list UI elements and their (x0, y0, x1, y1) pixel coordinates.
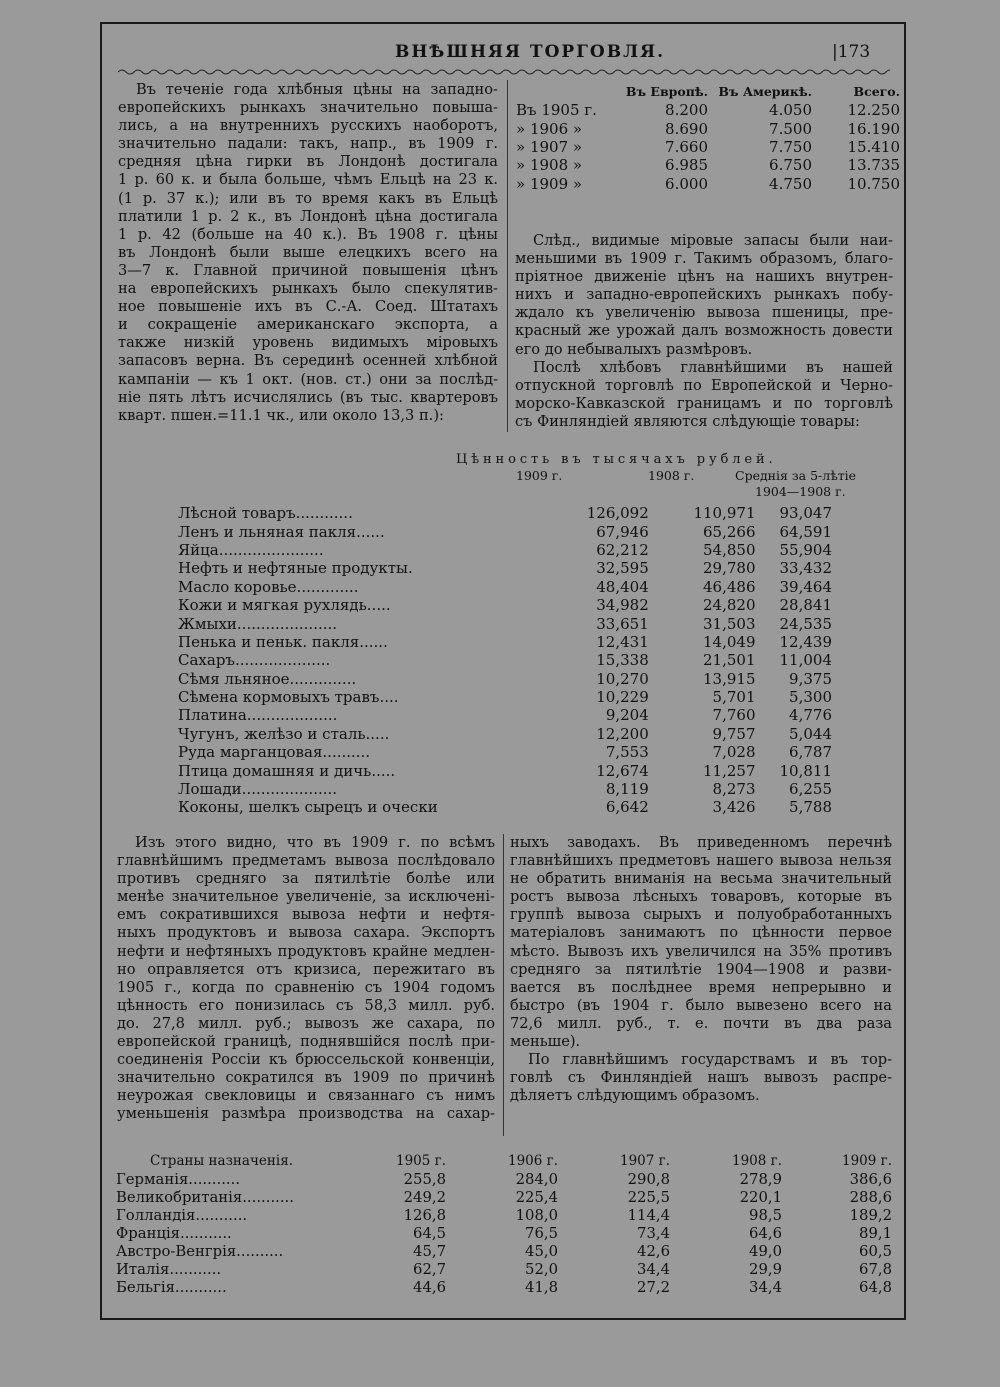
countries-header: Страны назначенія. (150, 1152, 294, 1169)
text-line: главнѣйшихъ предметовъ нашего вывоза нельзя (510, 852, 892, 870)
country-value: 284,0 (515, 1170, 558, 1188)
goods-value: 28,841 (779, 596, 832, 615)
country-value: 76,5 (525, 1224, 558, 1242)
goods-value: 54,850 (703, 540, 756, 559)
left-column-top-text (118, 81, 498, 425)
text-line: быстро (въ 1904 г. было вывезено всего на (510, 996, 892, 1014)
text-line: красный же урожай далъ возможность довести (515, 322, 893, 340)
goods-value: 67,946 (596, 522, 649, 541)
table-row (178, 504, 890, 522)
table-row (178, 725, 890, 743)
spacer-cell (489, 743, 544, 761)
country-value: 27,2 (637, 1279, 670, 1297)
table-row (178, 633, 890, 651)
goods-value: 110,971 (693, 504, 756, 523)
goods-value: 11,004 (779, 651, 832, 670)
goods-value: 21,501 (703, 651, 756, 670)
country-value: 49,0 (749, 1242, 782, 1260)
goods-name: Ленъ и льняная пакля...... (178, 522, 385, 541)
table-row (178, 798, 890, 816)
country-value: 288,6 (849, 1188, 892, 1206)
text-line: ждало къ увеличенію вывоза пшеницы, пре- (515, 304, 893, 322)
country-value: 126,8 (403, 1206, 446, 1224)
table-row (178, 780, 890, 798)
table-row (516, 156, 900, 174)
goods-value: 6,255 (789, 780, 832, 799)
spacer-cell (489, 522, 544, 540)
text-line: морско-Кавказской границамъ и по торговлѣ (515, 394, 893, 412)
goods-value: 15,338 (596, 651, 649, 670)
goods-name: Чугунъ, желѣзо и сталь..... (178, 724, 390, 743)
text-line: кварт. пшен.=11.1 чк., или около 13,3 п.): (118, 406, 444, 424)
text-line: но оправляется отъ кризиса, пережитаго въ (117, 960, 495, 978)
goods-value: 5,300 (789, 688, 832, 707)
goods-value: 126,092 (586, 504, 649, 523)
table-cell: 8.690 (665, 119, 708, 138)
country-value: 255,8 (403, 1170, 446, 1188)
text-line: уменьшенія размѣра производства на сахар- (117, 1105, 495, 1123)
table-row (116, 1206, 892, 1224)
countries-header: 1905 г. (395, 1152, 446, 1169)
goods-header-1908: 1908 г. (648, 468, 695, 483)
country-value: 64,5 (413, 1224, 446, 1242)
table-row (178, 651, 890, 669)
goods-value: 34,982 (596, 596, 649, 615)
goods-name: Птица домашняя и дичь..... (178, 761, 396, 780)
row-label: Въ 1905 г. (516, 101, 597, 120)
stocks-header-america: Въ Америкѣ. (718, 84, 812, 99)
wavy-rule (118, 68, 890, 76)
text-line: значительно сократился въ 1909 по причинѣ (117, 1069, 495, 1087)
table-row (178, 670, 890, 688)
text-line: Послѣ хлѣбовъ главнѣйшими въ нашей (533, 358, 893, 376)
text-line: главнѣйшимъ предметамъ вывоза послѣдовало (117, 852, 495, 870)
text-line: По главнѣйшимъ государствамъ и въ тор- (528, 1051, 892, 1069)
country-name: Бельгія........... (116, 1279, 227, 1297)
table-row (178, 578, 890, 596)
goods-value: 10,811 (779, 761, 832, 780)
country-value: 225,4 (515, 1188, 558, 1206)
country-value: 220,1 (739, 1188, 782, 1206)
spacer-cell (489, 596, 544, 614)
text-line: европейскихъ рынкахъ значительно повыша- (118, 99, 498, 117)
spacer-cell (489, 725, 544, 743)
country-name: Франція........... (116, 1224, 232, 1242)
text-line: меньше). (510, 1033, 581, 1051)
text-line: запасовъ верна. Въ серединѣ осенней хлѣбной (118, 352, 498, 370)
goods-value: 3,426 (712, 798, 756, 817)
text-line: до. 27,8 милл. руб.; вывозъ же сахара, по (117, 1014, 495, 1032)
goods-value: 46,486 (703, 577, 756, 596)
goods-name: Лѣсной товаръ............ (178, 504, 353, 523)
goods-value: 12,674 (596, 761, 649, 780)
goods-value: 6,787 (789, 743, 832, 762)
goods-value: 9,375 (789, 669, 832, 688)
country-value: 189,2 (849, 1206, 892, 1224)
table-row (516, 119, 900, 137)
table-cell: 13.735 (847, 156, 900, 175)
table-row (178, 761, 890, 779)
text-line: менѣе значительное увеличеніе, за исключені- (117, 888, 495, 906)
text-line: ныхъ заводахъ. Въ приведенномъ перечнѣ (510, 834, 892, 851)
goods-name: Лошади.................... (178, 780, 338, 799)
country-value: 45,7 (413, 1242, 446, 1260)
text-line: Изъ этого видно, что въ 1909 г. по всѣмъ (135, 834, 495, 851)
left-column-bottom-text (117, 834, 495, 1124)
column-divider (507, 80, 508, 432)
spacer-cell (489, 761, 544, 779)
text-line: емъ сократившихся вывоза нефти и нефтя- (117, 906, 495, 924)
text-line: вается въ послѣднее время непрерывно и (510, 978, 892, 996)
goods-name: Сахаръ.................... (178, 651, 331, 670)
spacer-cell (489, 504, 544, 522)
spacer-cell (489, 651, 544, 669)
country-name: Голландія........... (116, 1206, 248, 1224)
table-row (178, 688, 890, 706)
country-value: 114,4 (627, 1206, 670, 1224)
text-line: 3—7 к. Главной причиной повышенія цѣнъ (118, 261, 498, 279)
goods-header-average: Среднія за 5-лѣтіе (735, 468, 857, 483)
page-title: ВНѢШНЯЯ ТОРГОВЛЯ. (395, 42, 666, 62)
text-line: противъ средняго за пятилѣтіе болѣе или (117, 870, 495, 888)
goods-table (178, 504, 890, 817)
goods-value: 4,776 (789, 706, 832, 725)
goods-value: 12,431 (596, 632, 649, 651)
text-line: Въ теченіе года хлѣбныя цѣны на западно- (136, 81, 498, 98)
table-cell: 8.200 (665, 101, 708, 120)
goods-name: Масло коровье............. (178, 577, 359, 596)
goods-header-years: 1904—1908 г. (755, 484, 846, 499)
country-value: 64,8 (859, 1279, 892, 1297)
row-label: » 1907 » (516, 137, 583, 156)
text-line: значительно падали: такъ, напр., въ 1909 г. (118, 135, 498, 153)
country-value: 225,5 (627, 1188, 670, 1206)
country-value: 62,7 (413, 1261, 446, 1279)
text-line: кампаніи — къ 1 окт. (нов. ст.) они за послѣд- (118, 370, 498, 388)
table-cell: 16.190 (847, 119, 900, 138)
page-number: |173 (832, 42, 871, 62)
row-label: » 1906 » (516, 119, 583, 138)
table-row (178, 541, 890, 559)
goods-header-1909: 1909 г. (516, 468, 563, 483)
table-cell: 10.750 (847, 174, 900, 193)
countries-header: 1909 г. (841, 1152, 892, 1169)
goods-name: Коконы, шелкъ сырецъ и очески (178, 798, 438, 817)
stocks-header-blank (516, 82, 608, 101)
goods-value: 32,595 (596, 559, 649, 578)
goods-value: 62,212 (596, 540, 649, 559)
table-row (178, 522, 890, 540)
goods-value: 29,780 (703, 559, 756, 578)
row-label: » 1909 » (516, 174, 583, 193)
text-line: европейской границѣ, поднявшійся послѣ при- (117, 1033, 495, 1051)
goods-value: 12,439 (779, 632, 832, 651)
goods-value: 55,904 (779, 540, 832, 559)
goods-value: 13,915 (703, 669, 756, 688)
table-row (178, 706, 890, 724)
text-line: нефти и нефтяныхъ продуктовъ крайне медлен- (117, 942, 495, 960)
spacer-cell (489, 614, 544, 632)
text-line: цѣнность его понизилась съ 58,3 милл. руб. (117, 996, 495, 1014)
table-row (516, 175, 900, 193)
country-value: 249,2 (403, 1188, 446, 1206)
table-row (116, 1260, 892, 1278)
row-label: » 1908 » (516, 156, 583, 175)
table-row (116, 1188, 892, 1206)
table-row (178, 559, 890, 577)
goods-caption: Цѣнность въ тысячахъ рублей. (456, 452, 777, 467)
goods-value: 6,642 (605, 798, 649, 817)
table-row (178, 596, 890, 614)
text-line: неурожая свекловицы и связаннаго съ нимъ (117, 1087, 495, 1105)
goods-value: 12,200 (596, 724, 649, 743)
text-line: его до небывалыхъ размѣровъ. (515, 340, 753, 358)
stocks-header-europe: Въ Европѣ. (625, 84, 708, 99)
table-row (516, 101, 900, 119)
table-cell: 15.410 (847, 137, 900, 156)
text-line: ное повышеніе ихъ въ С.-А. Соед. Штатахъ (118, 298, 498, 316)
text-line: въ Лондонѣ были выше елецкихъ всего на (118, 243, 498, 261)
goods-value: 48,404 (596, 577, 649, 596)
text-line: 1905 г., когда по сравненію съ 1904 годомъ (117, 978, 495, 996)
spacer-cell (489, 541, 544, 559)
goods-value: 14,049 (703, 632, 756, 651)
text-line: и сокращеніе американскаго экспорта, а (118, 316, 498, 334)
table-cell: 4.050 (769, 101, 812, 120)
goods-value: 8,273 (712, 780, 756, 799)
text-line: 1 р. 42 (больше на 40 к.). Въ 1908 г. цѣны (118, 225, 498, 243)
spacer-cell (489, 780, 544, 798)
goods-name: Кожи и мягкая рухлядь..... (178, 596, 391, 615)
country-value: 60,5 (859, 1242, 892, 1260)
goods-name: Нефть и нефтяные продукты. (178, 559, 413, 578)
text-line: съ Финляндіей являются слѣдующіе товары: (515, 412, 860, 430)
text-line: нихъ и западно-европейскихъ рынкахъ побу- (515, 286, 893, 304)
goods-value: 7,760 (712, 706, 756, 725)
text-line: отпускной торговлѣ по Европейской и Черно- (515, 376, 893, 394)
country-value: 44,6 (413, 1279, 446, 1297)
table-cell: 6.985 (665, 156, 708, 175)
goods-name: Сѣмена кормовыхъ травъ.... (178, 688, 399, 707)
text-line: Слѣд., видимые міровые запасы были наи- (533, 232, 893, 249)
text-line: меньшими въ 1909 г. Такимъ образомъ, благо- (515, 250, 893, 268)
goods-value: 11,257 (703, 761, 756, 780)
goods-value: 9,204 (605, 706, 649, 725)
text-line: ростъ вывоза лѣсныхъ товаровъ, которые въ (510, 888, 892, 906)
goods-value: 64,591 (779, 522, 832, 541)
country-value: 34,4 (637, 1261, 670, 1279)
table-cell: 7.750 (769, 137, 812, 156)
table-cell: 7.660 (665, 137, 708, 156)
country-value: 108,0 (515, 1206, 558, 1224)
country-value: 290,8 (627, 1170, 670, 1188)
countries-header: 1908 г. (731, 1152, 782, 1169)
country-value: 278,9 (739, 1170, 782, 1188)
country-name: Великобританія........... (116, 1188, 294, 1206)
goods-value: 5,044 (789, 724, 832, 743)
countries-header: 1906 г. (507, 1152, 558, 1169)
text-line: говлѣ съ Финляндіей нашъ вывозъ распре- (510, 1069, 892, 1087)
spacer-cell (489, 670, 544, 688)
text-line: (1 р. 37 к.); или въ то время какъ въ Ельцѣ (118, 189, 498, 207)
country-value: 386,6 (849, 1170, 892, 1188)
goods-value: 9,757 (712, 724, 756, 743)
text-line: ніе пять лѣтъ исчислялись (въ тыс. квартеровъ (118, 388, 498, 406)
goods-value: 33,432 (779, 559, 832, 578)
text-line: средняго за пятилѣтіе 1904—1908 и разви- (510, 960, 892, 978)
country-value: 52,0 (525, 1261, 558, 1279)
spacer-cell (489, 688, 544, 706)
goods-value: 65,266 (703, 522, 756, 541)
table-cell: 12.250 (847, 101, 900, 120)
text-line: также низкій уровень видимыхъ міровыхъ (118, 334, 498, 352)
goods-name: Яйца...................... (178, 540, 324, 559)
goods-value: 7,553 (605, 743, 649, 762)
goods-value: 33,651 (596, 614, 649, 633)
spacer-cell (489, 578, 544, 596)
text-line: группѣ вывоза сырыхъ и полуобработанныхъ (510, 906, 892, 924)
text-line: 72,6 милл. руб., т. е. почти въ два раза (510, 1014, 892, 1032)
country-value: 98,5 (749, 1206, 782, 1224)
spacer-cell (489, 798, 544, 816)
goods-value: 8,119 (605, 780, 649, 799)
goods-name: Пенька и пеньк. пакля...... (178, 632, 388, 651)
table-cell: 6.000 (665, 174, 708, 193)
table-row (178, 614, 890, 632)
country-value: 41,8 (525, 1279, 558, 1297)
text-line: 1 р. 60 к. и была больше, чѣмъ Ельцѣ на 23 к. (118, 171, 498, 189)
right-column-bottom-text (510, 834, 892, 1105)
table-cell: 4.750 (769, 174, 812, 193)
table-row (116, 1242, 892, 1260)
goods-name: Жмыхи..................... (178, 614, 338, 633)
table-cell: 6.750 (769, 156, 812, 175)
country-value: 64,6 (749, 1224, 782, 1242)
goods-value: 5,788 (789, 798, 832, 817)
goods-value: 7,028 (712, 743, 756, 762)
table-cell: 7.500 (769, 119, 812, 138)
goods-name: Руда марганцовая.......... (178, 743, 371, 762)
goods-value: 24,820 (703, 596, 756, 615)
spacer-cell (489, 706, 544, 724)
text-line: дѣляетъ слѣдующимъ образомъ. (510, 1087, 760, 1105)
text-line: матеріаловъ занимаютъ по цѣнности первое (510, 924, 892, 942)
country-value: 42,6 (637, 1242, 670, 1260)
table-row (516, 138, 900, 156)
text-line: на европейскихъ рынкахъ было спекулятив- (118, 280, 498, 298)
text-line: не обратить вниманія на весьма значительный (510, 870, 892, 888)
goods-name: Сѣмя льняное.............. (178, 669, 357, 688)
goods-value: 24,535 (779, 614, 832, 633)
country-value: 34,4 (749, 1279, 782, 1297)
goods-value: 10,229 (596, 688, 649, 707)
table-row (116, 1224, 892, 1242)
country-value: 67,8 (859, 1261, 892, 1279)
text-line: платили 1 р. 2 к., въ Лондонѣ цѣна достигала (118, 207, 498, 225)
country-value: 29,9 (749, 1261, 782, 1279)
goods-value: 10,270 (596, 669, 649, 688)
country-value: 45,0 (525, 1242, 558, 1260)
country-value: 89,1 (859, 1224, 892, 1242)
table-row (116, 1279, 892, 1297)
text-line: мѣсто. Вывозъ ихъ увеличился на 35% противъ (510, 942, 892, 960)
country-name: Италія........... (116, 1261, 222, 1279)
goods-value: 5,701 (712, 688, 756, 707)
table-row (116, 1170, 892, 1188)
countries-table (116, 1151, 892, 1297)
text-line: ныхъ продуктовъ и вывоза сахара. Экспортъ (117, 924, 495, 942)
goods-value: 93,047 (779, 504, 832, 523)
goods-value: 31,503 (703, 614, 756, 633)
country-name: Австро-Венгрія.......... (116, 1242, 284, 1260)
table-row (178, 743, 890, 761)
goods-value: 39,464 (779, 577, 832, 596)
spacer-cell (489, 559, 544, 577)
text-line: средняя цѣна гирки въ Лондонѣ достигала (118, 153, 498, 171)
country-value: 73,4 (637, 1224, 670, 1242)
goods-name: Платина................... (178, 706, 338, 725)
stocks-table (516, 82, 900, 193)
column-divider-bottom (503, 834, 504, 1136)
countries-header: 1907 г. (619, 1152, 670, 1169)
text-line: лись, а на внутреннихъ русскихъ наоборотъ, (118, 117, 498, 135)
text-line: пріятное движеніе цѣнъ на нашихъ внутрен- (515, 268, 893, 286)
text-line: соединенія Россіи къ брюссельской конвенціи, (117, 1051, 495, 1069)
stocks-header-total: Всего. (853, 84, 900, 99)
spacer-cell (489, 633, 544, 651)
right-column-top-text (515, 232, 893, 431)
country-name: Германія........... (116, 1170, 241, 1188)
